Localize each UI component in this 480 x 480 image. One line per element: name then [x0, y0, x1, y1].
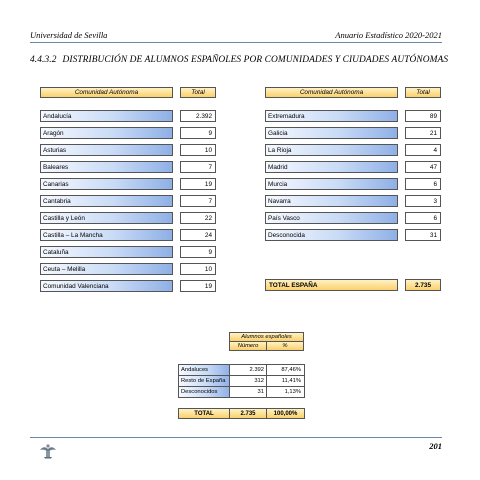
right-row-name: La Rioja	[265, 144, 398, 156]
summary-header-percent: %	[266, 341, 304, 351]
left-row-name: Cataluña	[40, 246, 173, 258]
section-title: DISTRIBUCIÓN DE ALUMNOS ESPAÑOLES POR COMUNIDADES Y CIUDADES AUTÓNOMAS	[62, 55, 449, 65]
right-row-name: Murcia	[265, 178, 398, 190]
left-row-total: 19	[180, 280, 216, 292]
left-row-name: Ceuta – Melilla	[40, 263, 173, 275]
right-header-community: Comunidad Autónoma	[265, 87, 398, 98]
left-row-name: Baleares	[40, 161, 173, 173]
right-row-name: Navarra	[265, 195, 398, 207]
left-row-total: 10	[180, 263, 216, 275]
right-row-total: 4	[405, 144, 441, 156]
summary-total-percent: 100,00%	[266, 408, 305, 419]
page-number: 201	[429, 441, 442, 451]
left-row-name: Andalucía	[40, 110, 173, 122]
left-row-total: 9	[180, 246, 216, 258]
left-row-total: 7	[180, 161, 216, 173]
right-row-name: Madrid	[265, 161, 398, 173]
left-row-total: 7	[180, 195, 216, 207]
summary-group-header: Alumnos españoles	[229, 332, 304, 342]
right-row-total: 31	[405, 229, 441, 241]
summary-row-number: 2.392	[229, 364, 267, 375]
right-row-total: 6	[405, 212, 441, 224]
right-row-name: Galicia	[265, 127, 398, 139]
left-row-total: 19	[180, 178, 216, 190]
header-yearbook: Anuario Estadístico 2020-2021	[335, 30, 442, 40]
right-row-total: 3	[405, 195, 441, 207]
section-heading	[30, 55, 448, 65]
right-header-total: Total	[405, 87, 441, 98]
left-header-total: Total	[180, 87, 216, 98]
left-row-total: 2.392	[180, 110, 216, 122]
total-spain-label: TOTAL ESPAÑA	[265, 279, 398, 291]
summary-row-label: Desconocidos	[178, 386, 230, 397]
left-row-total: 22	[180, 212, 216, 224]
left-row-name: Comunidad Valenciana	[40, 280, 173, 292]
summary-row-number: 31	[229, 386, 267, 397]
section-number: 4.4.3.2	[30, 55, 57, 65]
summary-row-percent: 87,46%	[266, 364, 304, 375]
university-crest-icon	[38, 441, 58, 459]
left-row-name: Canarias	[40, 178, 173, 190]
right-row-total: 21	[405, 127, 441, 139]
right-row-total: 89	[405, 110, 441, 122]
left-row-name: Asturias	[40, 144, 173, 156]
left-row-name: Aragón	[40, 127, 173, 139]
left-header-community: Comunidad Autónoma	[40, 87, 173, 98]
right-row-name: País Vasco	[265, 212, 398, 224]
summary-total-number: 2.735	[229, 408, 267, 419]
total-spain-value: 2.735	[405, 279, 441, 291]
summary-row-number: 312	[229, 375, 267, 386]
summary-header-number: Número	[229, 341, 267, 351]
right-row-total: 47	[405, 161, 441, 173]
right-row-name: Desconocida	[265, 229, 398, 241]
summary-row-percent: 11,41%	[266, 375, 304, 386]
header-institution: Universidad de Sevilla	[30, 30, 108, 40]
right-row-name: Extremadura	[265, 110, 398, 122]
summary-row-label: Resto de España	[178, 375, 230, 386]
header-rule	[30, 42, 442, 43]
left-row-name: Cantabria	[40, 195, 173, 207]
summary-row-label: Andaluces	[178, 364, 230, 375]
left-row-total: 9	[180, 127, 216, 139]
summary-body	[178, 364, 305, 398]
right-row-total: 6	[405, 178, 441, 190]
left-row-total: 24	[180, 229, 216, 241]
footer-rule	[30, 437, 442, 438]
summary-row-percent: 1,13%	[266, 386, 304, 397]
left-row-total: 10	[180, 144, 216, 156]
left-row-name: Castilla – La Mancha	[40, 229, 173, 241]
summary-total-label: TOTAL	[178, 408, 230, 419]
left-row-name: Castilla y León	[40, 212, 173, 224]
